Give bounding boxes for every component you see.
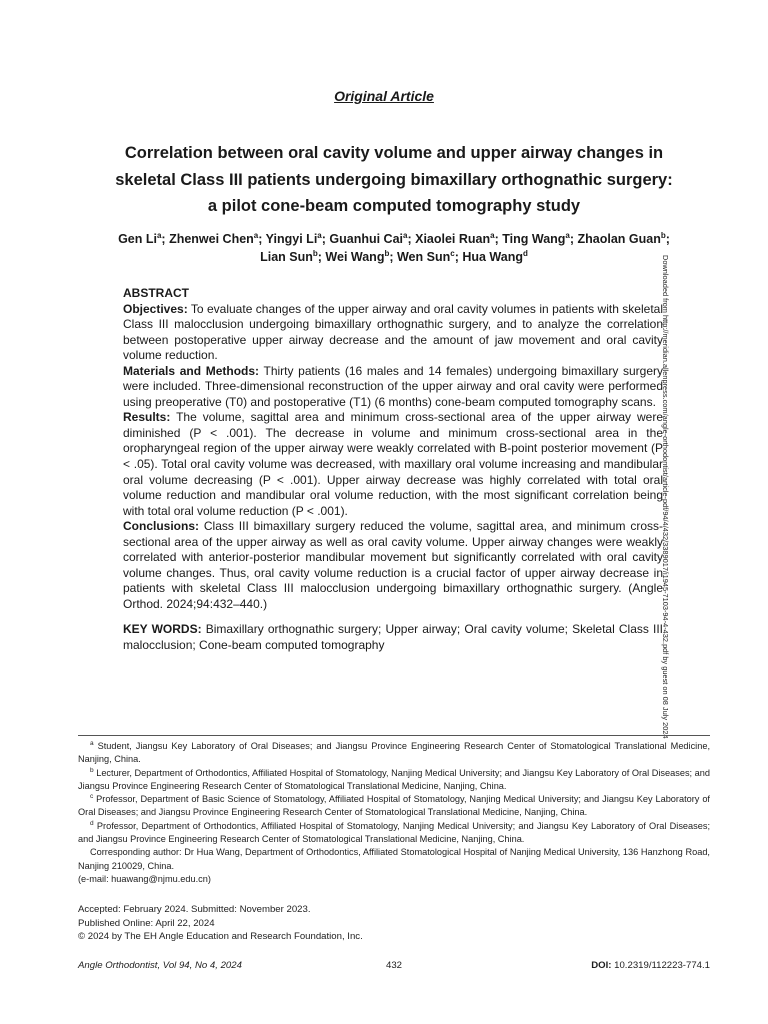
author: Wei Wang$^b$ <box>325 249 390 264</box>
abstract-conclusions <box>123 519 663 612</box>
author: Wen Sun$^c$ <box>396 249 455 264</box>
abstract <box>123 286 663 654</box>
author-line-1: Gen Li$^a$; Zhenwei Chen$^a$; Yingyi Li$^a$; Guanhui Cai$^a$; Xiaolei Ruan$^a$; Ting Wang$^a$; Zhaolan Guan$^b$; <box>118 231 670 246</box>
keywords-text: Bimaxillary orthognathic surgery; Upper airway; Oral cavity volume; Skeletal Class III malocclusion; Cone-beam computed tomography <box>123 622 663 653</box>
author: Hua Wang$^d$ <box>462 249 528 264</box>
author-list <box>60 230 728 266</box>
abstract-results <box>123 410 663 519</box>
author: Lian Sun$^b$ <box>260 249 318 264</box>
author: Ting Wang$^a$ <box>502 231 570 246</box>
doi <box>591 960 710 971</box>
article-title <box>60 140 728 220</box>
affiliation-note: $^c$ Professor, Department of Basic Science of Stomatology, Affiliated Hospital of Stomatology, Nanjing Medical University; and Jiangsu Key Laboratory of Oral Diseases; and Jiangsu Province Engineering Research Center of Stomatological Translational Medicine, Nanjing, China. <box>78 793 710 818</box>
keywords-label: KEY WORDS: <box>123 622 202 637</box>
doi-label: DOI: <box>591 960 612 971</box>
published-date: Published Online: April 22, 2024 <box>78 917 215 929</box>
methods-text: Thirty patients (16 males and 14 females) undergoing bimaxillary surgery were included. Three-dimensional reconstruction of the upper airway and oral cavity were performed using preoperative (T0) and postoperative (T1) (6 months) cone-beam computed tomography scans. <box>123 363 663 409</box>
affiliation-footnotes <box>78 735 710 886</box>
abstract-objectives <box>123 302 663 364</box>
objectives-text: To evaluate changes of the upper airway and oral cavity volumes in patients with skeletal Class III malocclusion undergoing bimaxillary orthognathic surgery, and to analyze the correlation between postoperative upper airway decrease and the amount of jaw movement and oral cavity volume reduction. <box>123 301 663 363</box>
copyright-notice: © 2024 by The EH Angle Education and Research Foundation, Inc. <box>78 931 363 942</box>
affiliation-note: $^a$ Student, Jiangsu Key Laboratory of Oral Diseases; and Jiangsu Province Engineering Research Center of Stomatological Translational Medicine, Nanjing, China. <box>78 740 710 765</box>
article-type-label: Original Article <box>334 88 434 104</box>
title-line: skeletal Class III patients undergoing bimaxillary orthognathic surgery: <box>115 170 673 189</box>
author: Xiaolei Ruan$^a$ <box>415 231 495 246</box>
download-watermark-text: Downloaded from http://meridian.allenpress.com/angle-orthodontist/article-pdf/94/4/432/3389017/i1945-7103-94-4-432.pdf by guest on 08 July 2024 <box>661 255 670 739</box>
abstract-methods <box>123 364 663 411</box>
author: Zhenwei Chen$^a$ <box>169 231 259 246</box>
doi-value: 10.2319/112223-774.1 <box>614 960 710 971</box>
affiliation-note: $^b$ Lecturer, Department of Orthodontics, Affiliated Hospital of Stomatology, Nanjing Medical University; and Jiangsu Key Laboratory of Oral Diseases; and Jiangsu Province Engineering Research Center of Stomatological Translational Medicine, Nanjing, China. <box>78 766 710 791</box>
corresponding-author: Corresponding author: Dr Hua Wang, Department of Orthodontics, Affiliated Stomatological Hospital of Nanjing Medical University, 136 Hanzhong Road, Nanjing 210029, China. <box>78 847 710 871</box>
title-line: Correlation between oral cavity volume and upper airway changes in <box>124 144 664 162</box>
title-line: a pilot cone-beam computed tomography study <box>207 197 581 215</box>
conclusions-text: Class III bimaxillary surgery reduced the volume, sagittal area, and minimum cross-sectional area of the upper airway as well as oral cavity volume. Upper airway changes were weakly correlated with anterior-posterior mandibular movement but significantly correlated with oral cavity volume changes. Thus, oral cavity volume reduction is a crucial factor of upper airway decrease in patients with skeletal Class III malocclusion undergoing bimaxillary orthognathic surgery. (Angle Orthod. 2024;94:432–440.) <box>123 519 663 611</box>
author: Yingyi Li$^a$ <box>265 231 322 246</box>
author-line-2: Lian Sun$^b$; Wei Wang$^b$; Wen Sun$^c$; Hua Wang$^d$ <box>260 249 528 264</box>
author: Guanhui Cai$^a$ <box>329 231 408 246</box>
objectives-label: Objectives: <box>123 301 188 316</box>
abstract-heading: ABSTRACT <box>123 286 189 300</box>
page-number: 432 <box>385 960 402 971</box>
publication-dates <box>78 903 678 944</box>
keywords <box>123 622 663 653</box>
affiliation-note: $^d$ Professor, Department of Orthodontics, Affiliated Hospital of Stomatology, Nanjing Medical University; and Jiangsu Key Laboratory of Oral Diseases; and Jiangsu Province Engineering Research Center of Stomatological Translational Medicine, Nanjing, China. <box>78 819 710 845</box>
corresponding-email: (e-mail: huawang@njmu.edu.cn) <box>78 873 211 884</box>
author: Gen Li$^a$ <box>118 231 162 246</box>
results-text: The volume, sagittal area and minimum cross-sectional area of the upper airway were diminished (P < .001). The decrease in volume and minimum cross-sectional area in the oropharyngeal region of the upper airway were weakly correlated with B-point posterior movement (P < .05). Total oral cavity volume was decreased, with maxillary oral volume increasing and mandibular oral volume decreasing (P < .001). Upper airway decrease was highly correlated with total oral volume reduction and mandibular oral volume reduction, with the most significant correlation being with total oral volume reduction (P < .001). <box>123 410 663 518</box>
author: Zhaolan Guan$^b$ <box>577 231 666 246</box>
results-label: Results: <box>123 410 171 425</box>
accepted-date: Accepted: February 2024. Submitted: November 2023. <box>78 904 311 915</box>
conclusions-label: Conclusions: <box>123 519 200 534</box>
journal-citation: Angle Orthodontist, Vol 94, No 4, 2024 <box>78 960 242 971</box>
methods-label: Materials and Methods: <box>123 363 260 378</box>
